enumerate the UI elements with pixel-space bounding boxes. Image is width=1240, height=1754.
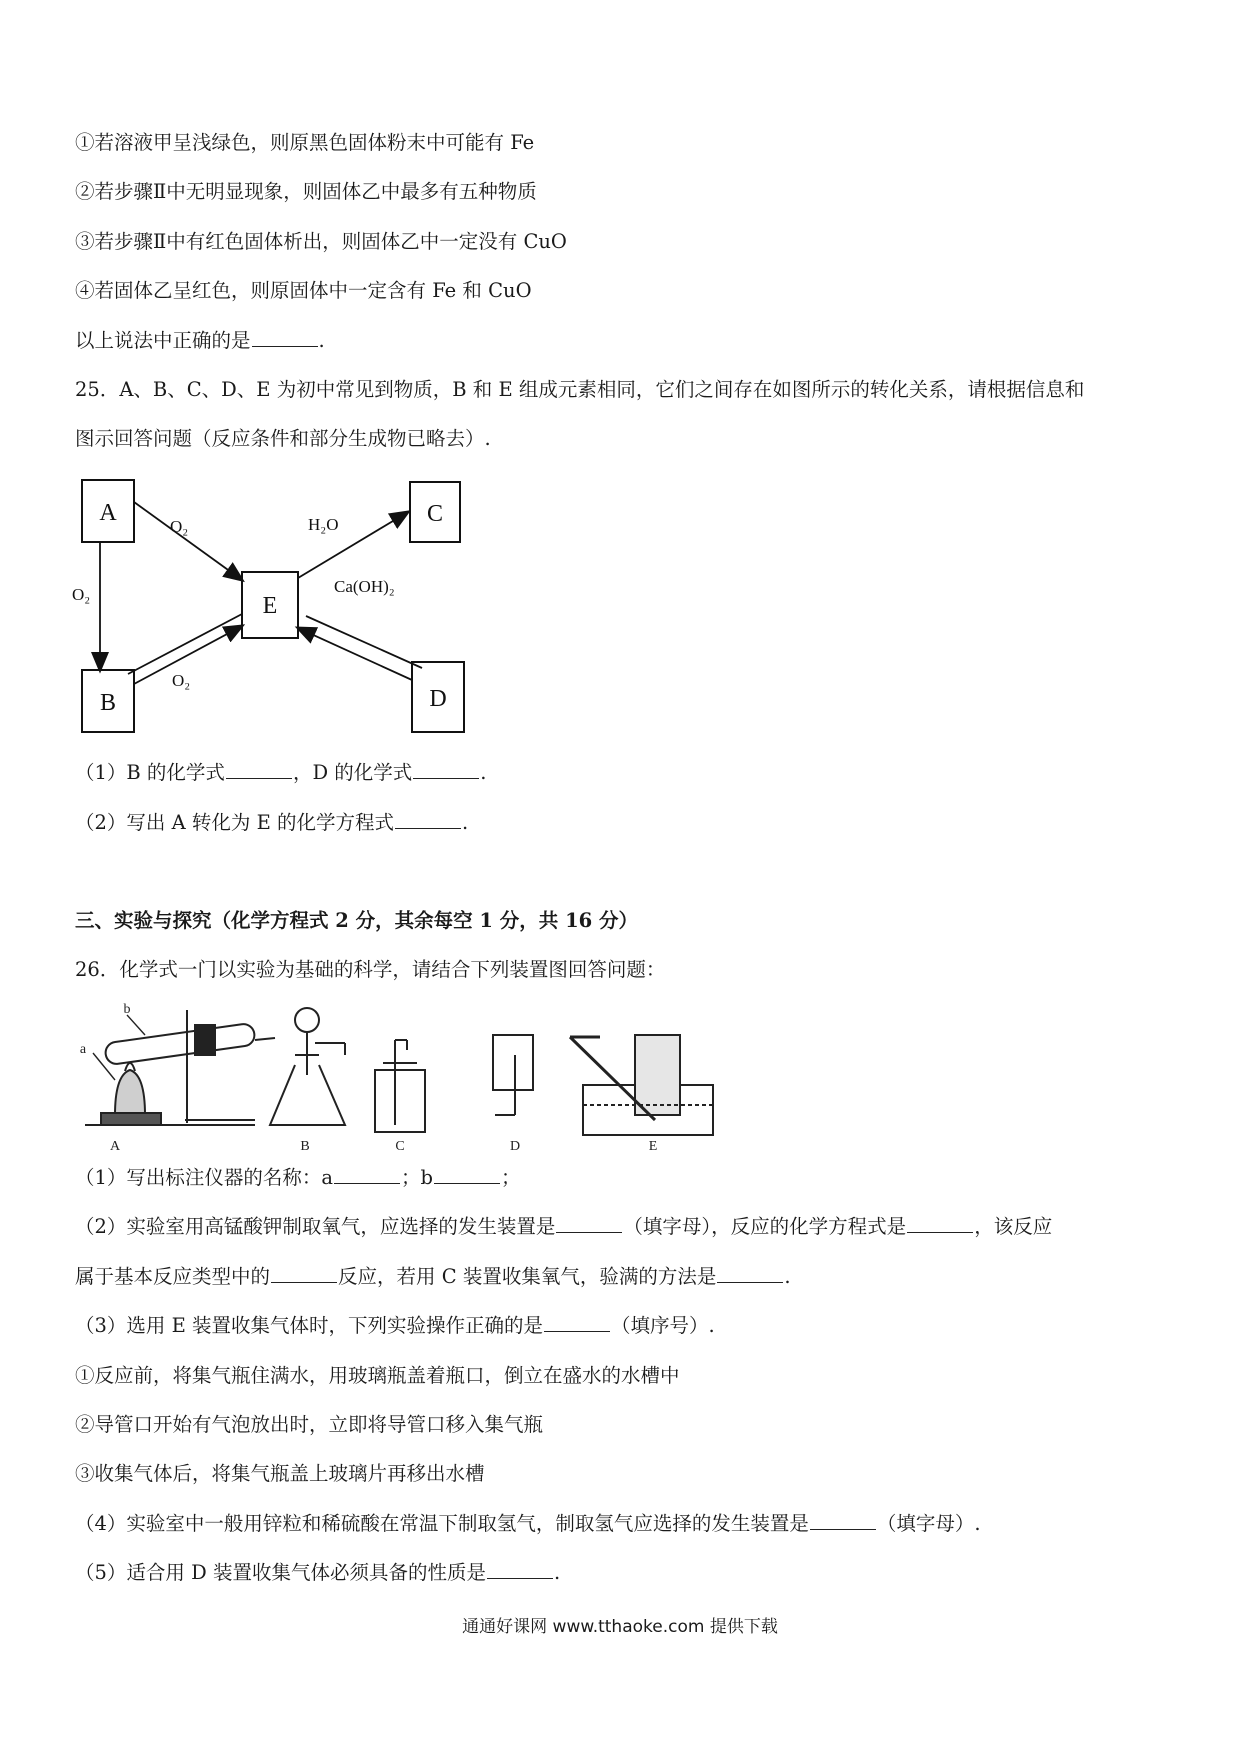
- conversion-diagram: [70, 470, 490, 740]
- question-25-2: [75, 810, 468, 836]
- q26-2-text-3: ，该反应: [974, 1215, 1053, 1238]
- apparatus-label-B: B: [300, 1139, 310, 1154]
- instrument-label-a: a: [79, 1042, 87, 1057]
- label-o2-ae: O₂: [170, 517, 189, 536]
- blank-property[interactable]: [487, 1560, 553, 1579]
- arrow-A-E: [134, 502, 242, 580]
- question-26-2: [75, 1214, 1052, 1240]
- period: .: [480, 761, 487, 784]
- blank-b-name[interactable]: [434, 1165, 500, 1184]
- question-26-2-continued: [75, 1264, 791, 1290]
- label-o2-ab: O₂: [72, 585, 91, 604]
- question-26-3: [75, 1313, 715, 1339]
- statement-3: ③若步骤Ⅱ中有红色固体析出，则固体乙中一定没有 CuO: [75, 230, 567, 253]
- question-26-5: [75, 1560, 560, 1586]
- apparatus-E: [570, 1035, 713, 1135]
- blank-method[interactable]: [717, 1264, 783, 1283]
- option-3: ③收集气体后，将集气瓶盖上玻璃片再移出水槽: [75, 1462, 485, 1485]
- apparatus-C: [375, 1040, 425, 1132]
- option-2: ②导管口开始有气泡放出时，立即将导管口移入集气瓶: [75, 1413, 544, 1436]
- instrument-label-b: b: [123, 1002, 131, 1017]
- q25-2-text: （2）写出 A 转化为 E 的化学方程式: [75, 811, 395, 834]
- question-26-4: [75, 1511, 981, 1537]
- section-3-heading: 三、实验与探究（化学方程式 2 分，其余每空 1 分，共 16 分）: [75, 909, 639, 932]
- period: .: [784, 1265, 791, 1288]
- correct-statements-question: [75, 328, 325, 354]
- blank-reaction-type[interactable]: [271, 1264, 337, 1283]
- statement-4: ④若固体乙呈红色，则原固体中一定含有 Fe 和 CuO: [75, 279, 532, 302]
- blank-device-h2[interactable]: [810, 1511, 876, 1530]
- apparatus-A: [85, 1010, 275, 1125]
- apparatus-B: [270, 1008, 345, 1125]
- apparatus-figure: [75, 995, 775, 1155]
- label-o2-be: O₂: [172, 671, 191, 690]
- statement-1: ①若溶液甲呈浅绿色，则原黑色固体粉末中可能有 Fe: [75, 131, 535, 154]
- question-25-text-2: 图示回答问题（反应条件和部分生成物已略去）.: [75, 427, 491, 450]
- blank-equation[interactable]: [395, 810, 461, 829]
- blank-equation[interactable]: [907, 1214, 973, 1233]
- question-26-text: 26．化学式一门以实验为基础的科学，请结合下列装置图回答问题：: [75, 958, 666, 981]
- q26-3-text-2: （填序号）.: [611, 1314, 715, 1337]
- q26-4-text: （4）实验室中一般用锌粒和稀硫酸在常温下制取氢气，制取氢气应选择的发生装置是: [75, 1512, 809, 1535]
- footer-text: 通通好课网 www.tthaoke.com 提供下载: [462, 1617, 778, 1637]
- option-1: ①反应前，将集气瓶住满水，用玻璃瓶盖着瓶口，倒立在盛水的水槽中: [75, 1364, 680, 1387]
- period: .: [318, 329, 325, 352]
- semicolon: ；: [501, 1166, 521, 1189]
- label-A: A: [99, 500, 117, 526]
- label-E: E: [262, 593, 278, 619]
- apparatus-D: [493, 1035, 533, 1115]
- blank-options[interactable]: [544, 1313, 610, 1332]
- apparatus-label-D: D: [509, 1139, 521, 1154]
- q25-1-text-2: ，D 的化学式: [292, 761, 413, 784]
- line-E-D: [306, 616, 422, 668]
- apparatus-label-C: C: [395, 1139, 405, 1154]
- blank-device[interactable]: [556, 1214, 622, 1233]
- q26-3-text: （3）选用 E 装置收集气体时，下列实验操作正确的是: [75, 1314, 544, 1337]
- q26-2-text-5: 反应，若用 C 装置收集氧气，验满的方法是: [338, 1265, 717, 1288]
- label-caoh2: Ca(OH)₂: [334, 577, 395, 596]
- question-26-1: [75, 1165, 521, 1191]
- q26-2-text-4: 属于基本反应类型中的: [75, 1265, 271, 1288]
- apparatus-label-E: E: [648, 1139, 658, 1154]
- blank-b-formula[interactable]: [226, 760, 292, 779]
- question-text: 以上说法中正确的是: [75, 329, 251, 352]
- q26-2-text-2: （填字母），反应的化学方程式是: [623, 1215, 907, 1238]
- q26-4-text-2: （填字母）.: [876, 1512, 981, 1535]
- q26-1-text-2: ；b: [401, 1166, 434, 1189]
- label-C: C: [426, 501, 444, 527]
- q25-1-text: （1）B 的化学式: [75, 761, 225, 784]
- label-D: D: [429, 686, 447, 712]
- blank-d-formula[interactable]: [413, 760, 479, 779]
- label-B: B: [99, 690, 117, 716]
- arrow-D-E: [298, 628, 412, 680]
- question-25-1: [75, 760, 486, 786]
- statement-2: ②若步骤Ⅱ中无明显现象，则固体乙中最多有五种物质: [75, 180, 537, 203]
- question-25-text: 25．A、B、C、D、E 为初中常见到物质，B 和 E 组成元素相同，它们之间存在如图所示的转化关系，请根据信息和: [75, 378, 1085, 401]
- blank-a-name[interactable]: [334, 1165, 400, 1184]
- period: .: [462, 811, 469, 834]
- q26-1-text: （1）写出标注仪器的名称：a: [75, 1166, 334, 1189]
- q26-5-text: （5）适合用 D 装置收集气体必须具备的性质是: [75, 1561, 486, 1584]
- q26-2-text: （2）实验室用高锰酸钾制取氧气，应选择的发生装置是: [75, 1215, 556, 1238]
- period: .: [553, 1561, 561, 1584]
- label-h2o: H₂O: [308, 515, 339, 534]
- apparatus-label-A: A: [109, 1139, 121, 1154]
- line-B-E: [128, 614, 242, 674]
- answer-blank[interactable]: [252, 328, 318, 347]
